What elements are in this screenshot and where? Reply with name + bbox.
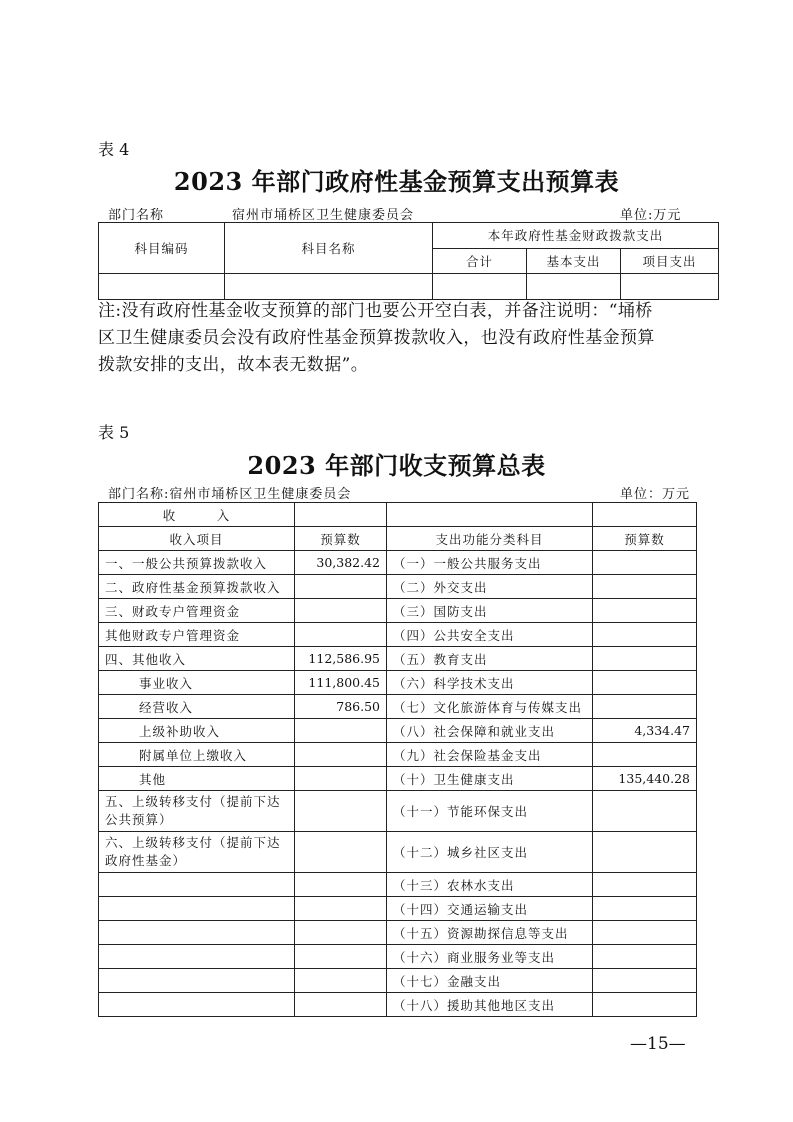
expense-amount — [593, 551, 697, 575]
income-item — [99, 969, 295, 993]
income-item: 三、财政专户管理资金 — [99, 599, 295, 623]
income-item: 六、上级转移支付（提前下达政府性基金） — [99, 832, 295, 873]
expense-item: （三）国防支出 — [387, 599, 593, 623]
t4-header-group: 本年政府性基金财政拨款支出 — [433, 223, 719, 249]
table5-label: 表 5 — [98, 423, 130, 442]
income-amount — [295, 969, 387, 993]
table-row — [99, 873, 697, 897]
expense-item: （二）外交支出 — [387, 575, 593, 599]
income-amount — [295, 897, 387, 921]
expense-item: （十二）城乡社区支出 — [387, 832, 593, 873]
table-row — [99, 743, 697, 767]
income-item: 二、政府性基金预算拨款收入 — [99, 575, 295, 599]
table-row — [99, 993, 697, 1017]
income-item: 经营收入 — [99, 695, 295, 719]
table-row — [99, 671, 697, 695]
table-row — [99, 832, 697, 873]
table-row — [99, 575, 697, 599]
income-item — [99, 897, 295, 921]
expense-item: （十六）商业服务业等支出 — [387, 945, 593, 969]
expense-amount — [593, 969, 697, 993]
expense-amount — [593, 743, 697, 767]
income-amount — [295, 921, 387, 945]
income-amount — [295, 743, 387, 767]
table4-dept-name: 宿州市埇桥区卫生健康委员会 — [232, 208, 415, 223]
table-row — [99, 599, 697, 623]
expense-amount — [593, 832, 697, 873]
income-item: 事业收入 — [99, 671, 295, 695]
table5-unit: 单位：万元 — [620, 487, 691, 502]
expense-amount — [593, 993, 697, 1017]
table5 — [98, 502, 697, 1017]
income-item: 其他财政专户管理资金 — [99, 623, 295, 647]
t5-header-expense: 支出功能分类科目 — [387, 527, 593, 551]
expense-item: （五）教育支出 — [387, 647, 593, 671]
expense-amount: 4,334.47 — [593, 719, 697, 743]
income-amount: 30,382.42 — [295, 551, 387, 575]
note-line: 拨款安排的支出，故本表无数据”。 — [98, 355, 369, 375]
expense-amount — [593, 647, 697, 671]
income-item: 附属单位上缴收入 — [99, 743, 295, 767]
expense-item: （六）科学技术支出 — [387, 671, 593, 695]
table-row — [99, 921, 697, 945]
expense-amount — [593, 945, 697, 969]
t4-header-project: 项目支出 — [621, 248, 719, 274]
income-item: 上级补助收入 — [99, 719, 295, 743]
income-amount — [295, 575, 387, 599]
expense-item: （十）卫生健康支出 — [387, 767, 593, 791]
table-row — [99, 767, 697, 791]
table-row — [99, 719, 697, 743]
income-item: 其他 — [99, 767, 295, 791]
table-row — [99, 969, 697, 993]
expense-amount — [593, 575, 697, 599]
t5-header-top: 收 入 — [99, 503, 295, 527]
table-row — [99, 551, 697, 575]
table4 — [98, 222, 719, 300]
expense-item: （十七）金融支出 — [387, 969, 593, 993]
t5-header-income: 收入项目 — [99, 527, 295, 551]
expense-item: （四）公共安全支出 — [387, 623, 593, 647]
income-amount — [295, 791, 387, 832]
t4-header-code: 科目编码 — [99, 223, 225, 274]
income-amount: 786.50 — [295, 695, 387, 719]
table4-note — [98, 298, 718, 379]
expense-amount — [593, 671, 697, 695]
t5-header-expense-amt: 预算数 — [593, 527, 697, 551]
table4-label: 表 4 — [98, 140, 130, 159]
expense-item: （一）一般公共服务支出 — [387, 551, 593, 575]
income-amount: 112,586.95 — [295, 647, 387, 671]
income-amount — [295, 719, 387, 743]
expense-amount — [593, 599, 697, 623]
table4-unit: 单位:万元 — [620, 208, 682, 223]
note-line: 区卫生健康委员会没有政府性基金预算拨款收入，也没有政府性基金预算 — [98, 328, 655, 348]
income-amount: 111,800.45 — [295, 671, 387, 695]
expense-item: （八）社会保障和就业支出 — [387, 719, 593, 743]
expense-amount — [593, 791, 697, 832]
income-amount — [295, 623, 387, 647]
page-number: —15— — [630, 1034, 686, 1054]
expense-amount — [593, 921, 697, 945]
note-line: 注:没有政府性基金收支预算的部门也要公开空白表，并备注说明：“埇桥 — [98, 301, 653, 321]
income-amount — [295, 873, 387, 897]
table-row — [99, 945, 697, 969]
table5-dept: 部门名称:宿州市埇桥区卫生健康委员会 — [108, 487, 352, 502]
t4-header-name: 科目名称 — [225, 223, 433, 274]
income-item: 五、上级转移支付（提前下达公共预算） — [99, 791, 295, 832]
income-item — [99, 873, 295, 897]
expense-item: （九）社会保险基金支出 — [387, 743, 593, 767]
income-amount — [295, 993, 387, 1017]
income-item — [99, 945, 295, 969]
expense-item: （十五）资源勘探信息等支出 — [387, 921, 593, 945]
income-item: 四、其他收入 — [99, 647, 295, 671]
income-item — [99, 993, 295, 1017]
income-amount — [295, 945, 387, 969]
expense-item: （十三）农林水支出 — [387, 873, 593, 897]
table-row — [99, 623, 697, 647]
t4-header-total: 合计 — [433, 248, 527, 274]
t5-header-income-amt: 预算数 — [295, 527, 387, 551]
t4-empty-row — [99, 274, 719, 300]
expense-item: （十八）援助其他地区支出 — [387, 993, 593, 1017]
expense-item: （七）文化旅游体育与传媒支出 — [387, 695, 593, 719]
table4-title: 2023 年部门政府性基金预算支出预算表 — [173, 167, 620, 196]
expense-amount: 135,440.28 — [593, 767, 697, 791]
expense-amount — [593, 623, 697, 647]
expense-item: （十四）交通运输支出 — [387, 897, 593, 921]
income-item — [99, 921, 295, 945]
income-amount — [295, 832, 387, 873]
table-row — [99, 647, 697, 671]
table5-title: 2023 年部门收支预算总表 — [247, 451, 546, 480]
income-item: 一、一般公共预算拨款收入 — [99, 551, 295, 575]
expense-item: （十一）节能环保支出 — [387, 791, 593, 832]
t4-header-basic: 基本支出 — [527, 248, 621, 274]
table4-dept-label: 部门名称 — [108, 208, 165, 223]
table-row — [99, 897, 697, 921]
income-amount — [295, 767, 387, 791]
expense-amount — [593, 873, 697, 897]
table-row — [99, 791, 697, 832]
income-amount — [295, 599, 387, 623]
table-row — [99, 695, 697, 719]
expense-amount — [593, 897, 697, 921]
expense-amount — [593, 695, 697, 719]
